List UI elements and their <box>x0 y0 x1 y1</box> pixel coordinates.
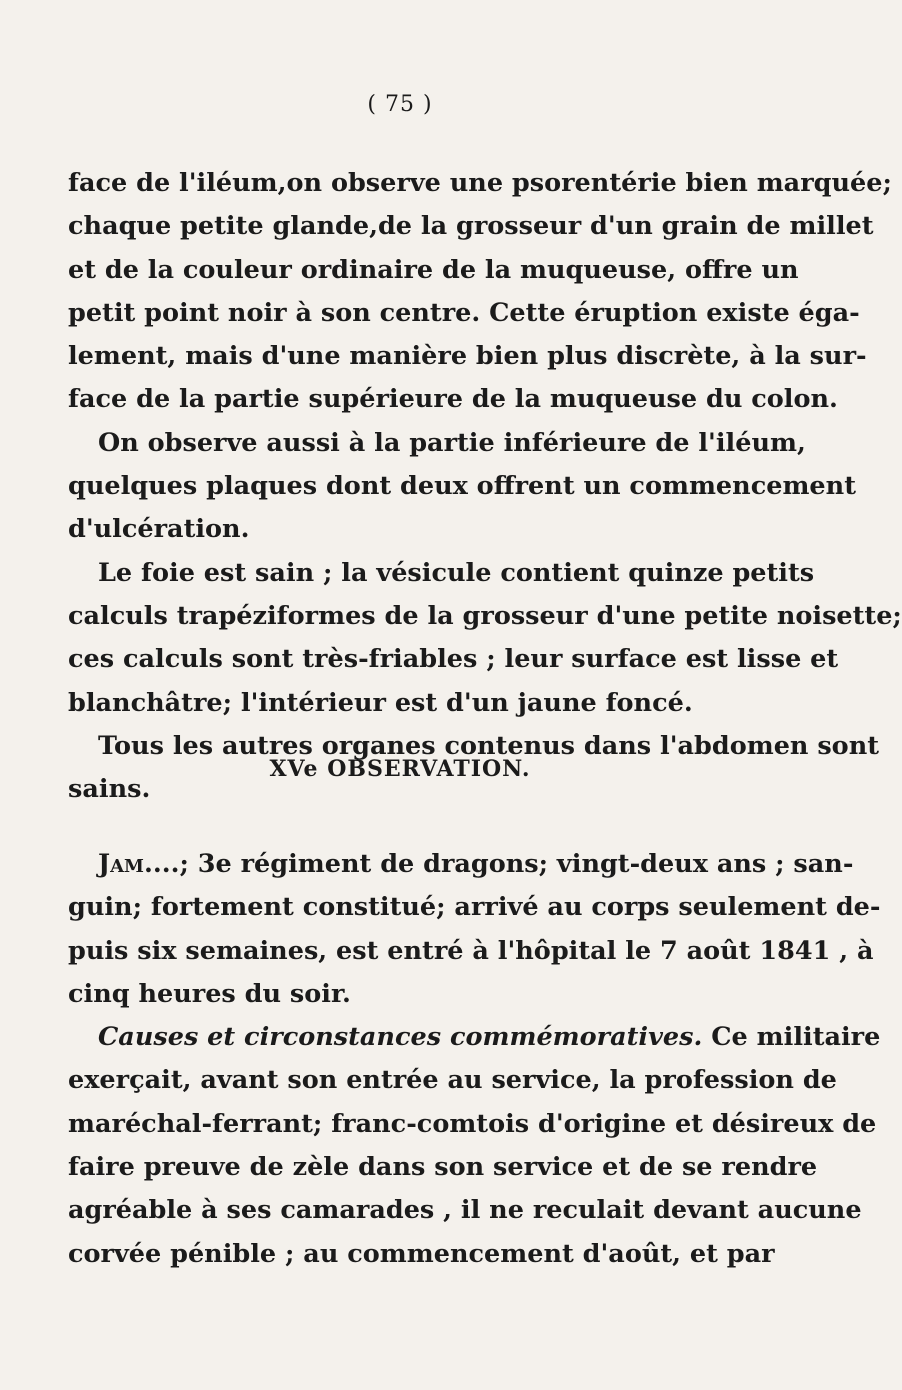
text-line: maréchal-ferrant; franc-comtois d'origine et désireux de <box>68 1108 877 1139</box>
text-line: ces calculs sont très-friables ; leur surface est lisse et <box>68 644 839 675</box>
text-line: Tous les autres organes contenus dans l'abdomen sont <box>98 730 880 761</box>
text-line: faire preuve de zèle dans son service et de se rendre <box>68 1152 818 1183</box>
text-line: chaque petite glande,de la grosseur d'un grain de millet <box>68 211 874 242</box>
italic-lead: Causes et circonstances commémoratives. <box>98 1022 703 1053</box>
page-number: ( 75 ) <box>367 92 433 117</box>
text-line: Le foie est sain ; la vésicule contient quinze petits <box>98 557 815 588</box>
text-line: agréable à ses camarades , il ne reculait devant aucune <box>68 1195 862 1226</box>
text-fragment: 3e régiment de dragons; vingt-deux ans ; san- <box>188 849 854 879</box>
text-line: corvée pénible ; au commencement d'août, et par <box>68 1238 775 1269</box>
text-line: exerçait, avant son entrée au service, la profession de <box>68 1065 837 1096</box>
text-line: sains. <box>68 774 151 805</box>
lower-text-block <box>68 843 881 1276</box>
text-line: et de la couleur ordinaire de la muqueuse, offre un <box>68 254 799 285</box>
patient-name: Jam....; <box>98 849 189 879</box>
upper-text-block <box>68 162 902 811</box>
section-heading: XVe OBSERVATION. <box>269 756 531 782</box>
text-line: d'ulcération. <box>68 514 250 545</box>
text-line: calculs trapéziformes de la grosseur d'une petite noisette; <box>68 600 902 631</box>
text-fragment: Ce militaire <box>702 1022 881 1053</box>
text-line: quelques plaques dont deux offrent un commencement <box>68 471 856 502</box>
text-line: cinq heures du soir. <box>68 978 351 1009</box>
text-line: face de l'iléum,on observe une psorentérie bien marquée; <box>68 168 892 198</box>
text-line: lement, mais d'une manière bien plus discrète, à la sur- <box>68 341 867 372</box>
text-line: face de la partie supérieure de la muqueuse du colon. <box>68 384 838 415</box>
text-line: guin; fortement constitué; arrivé au corps seulement de- <box>68 892 881 923</box>
text-line: puis six semaines, est entré à l'hôpital le 7 août 1841 , à <box>68 935 874 966</box>
text-line: petit point noir à son centre. Cette éruption existe éga- <box>68 297 860 328</box>
text-line: On observe aussi à la partie inférieure de l'iléum, <box>98 427 806 458</box>
text-line <box>68 843 854 886</box>
text-line <box>68 1016 881 1059</box>
text-line: blanchâtre; l'intérieur est d'un jaune foncé. <box>68 687 693 718</box>
